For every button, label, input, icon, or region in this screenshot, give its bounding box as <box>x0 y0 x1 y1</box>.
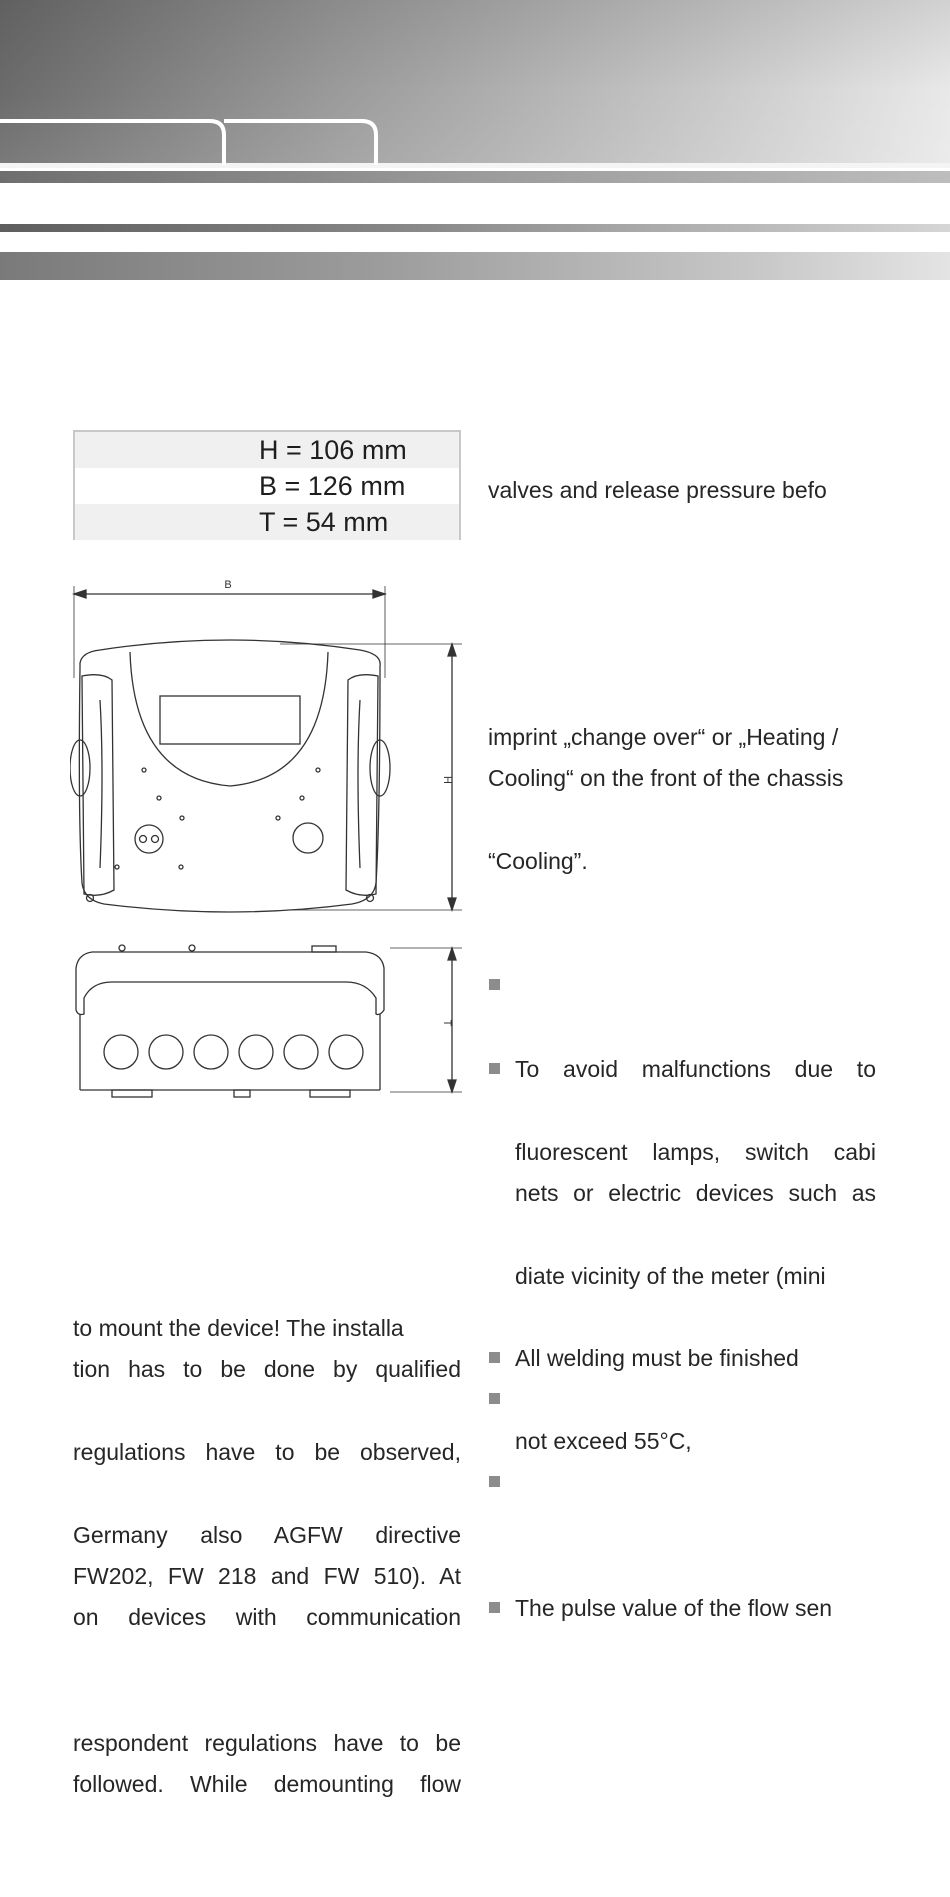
left-text-line: followed. While demounting flow <box>73 1771 461 1797</box>
left-text-line: tion has to be done by qualified <box>73 1356 461 1382</box>
left-text-line: to mount the device! The installa <box>73 1315 404 1341</box>
header-stripe-2 <box>0 224 950 232</box>
front-view <box>70 640 390 912</box>
bullet-item-text: The pulse value of the flow sen <box>515 1595 833 1621</box>
left-text-line: FW202, FW 218 and FW 510). At <box>73 1563 461 1589</box>
right-text-line: fluorescent lamps, switch cabi <box>515 1139 876 1165</box>
header-tab-1 <box>0 121 224 165</box>
header-tabs-graphic <box>0 0 950 170</box>
side-view <box>76 945 384 1097</box>
bullet-marker <box>489 1602 500 1613</box>
bullet-marker <box>489 1352 500 1363</box>
right-text-line: diate vicinity of the meter (mini <box>515 1263 826 1289</box>
header-tab-2 <box>224 121 376 165</box>
dimension-row-height <box>75 432 459 468</box>
dimension-width: B = 126 mm <box>259 471 406 501</box>
bullet-marker <box>489 1476 500 1487</box>
dimension-depth: T = 54 mm <box>259 507 389 537</box>
header-stripe-1 <box>0 171 950 183</box>
left-text-line: regulations have to be observed, <box>73 1439 461 1465</box>
width-label: B <box>224 579 232 591</box>
bullet-item-text: To avoid malfunctions due to <box>515 1056 876 1082</box>
header-stripe-3 <box>0 252 950 280</box>
depth-dimension <box>390 948 462 1092</box>
bullet-item-text: All welding must be finished <box>515 1345 799 1371</box>
right-text-line: valves and release pressure befo <box>488 477 827 503</box>
depth-label: T <box>441 1019 453 1027</box>
left-text-line: respondent regulations have to be <box>73 1730 461 1756</box>
bullet-marker <box>489 1063 500 1074</box>
bullet-marker <box>489 1393 500 1404</box>
right-text-line: not exceed 55°C, <box>515 1428 692 1454</box>
height-label: H <box>441 776 453 784</box>
left-text-line: Germany also AGFW directive <box>73 1522 461 1548</box>
right-text-line: “Cooling”. <box>488 848 588 874</box>
device-dimension-drawing <box>70 568 470 1098</box>
left-text-line: on devices with communication <box>73 1604 461 1630</box>
dimensions-table <box>73 430 461 540</box>
bullet-marker <box>489 979 500 990</box>
right-text-line: nets or electric devices such as <box>515 1180 876 1206</box>
dimension-row-depth <box>75 504 459 540</box>
width-dimension <box>74 579 385 678</box>
right-text-line: Cooling“ on the front of the chassis <box>488 765 844 791</box>
dimension-height: H = 106 mm <box>259 435 407 465</box>
right-text-line: imprint „change over“ or „Heating / <box>488 724 839 750</box>
header-baseline <box>0 163 950 168</box>
dimension-row-width <box>75 468 459 504</box>
